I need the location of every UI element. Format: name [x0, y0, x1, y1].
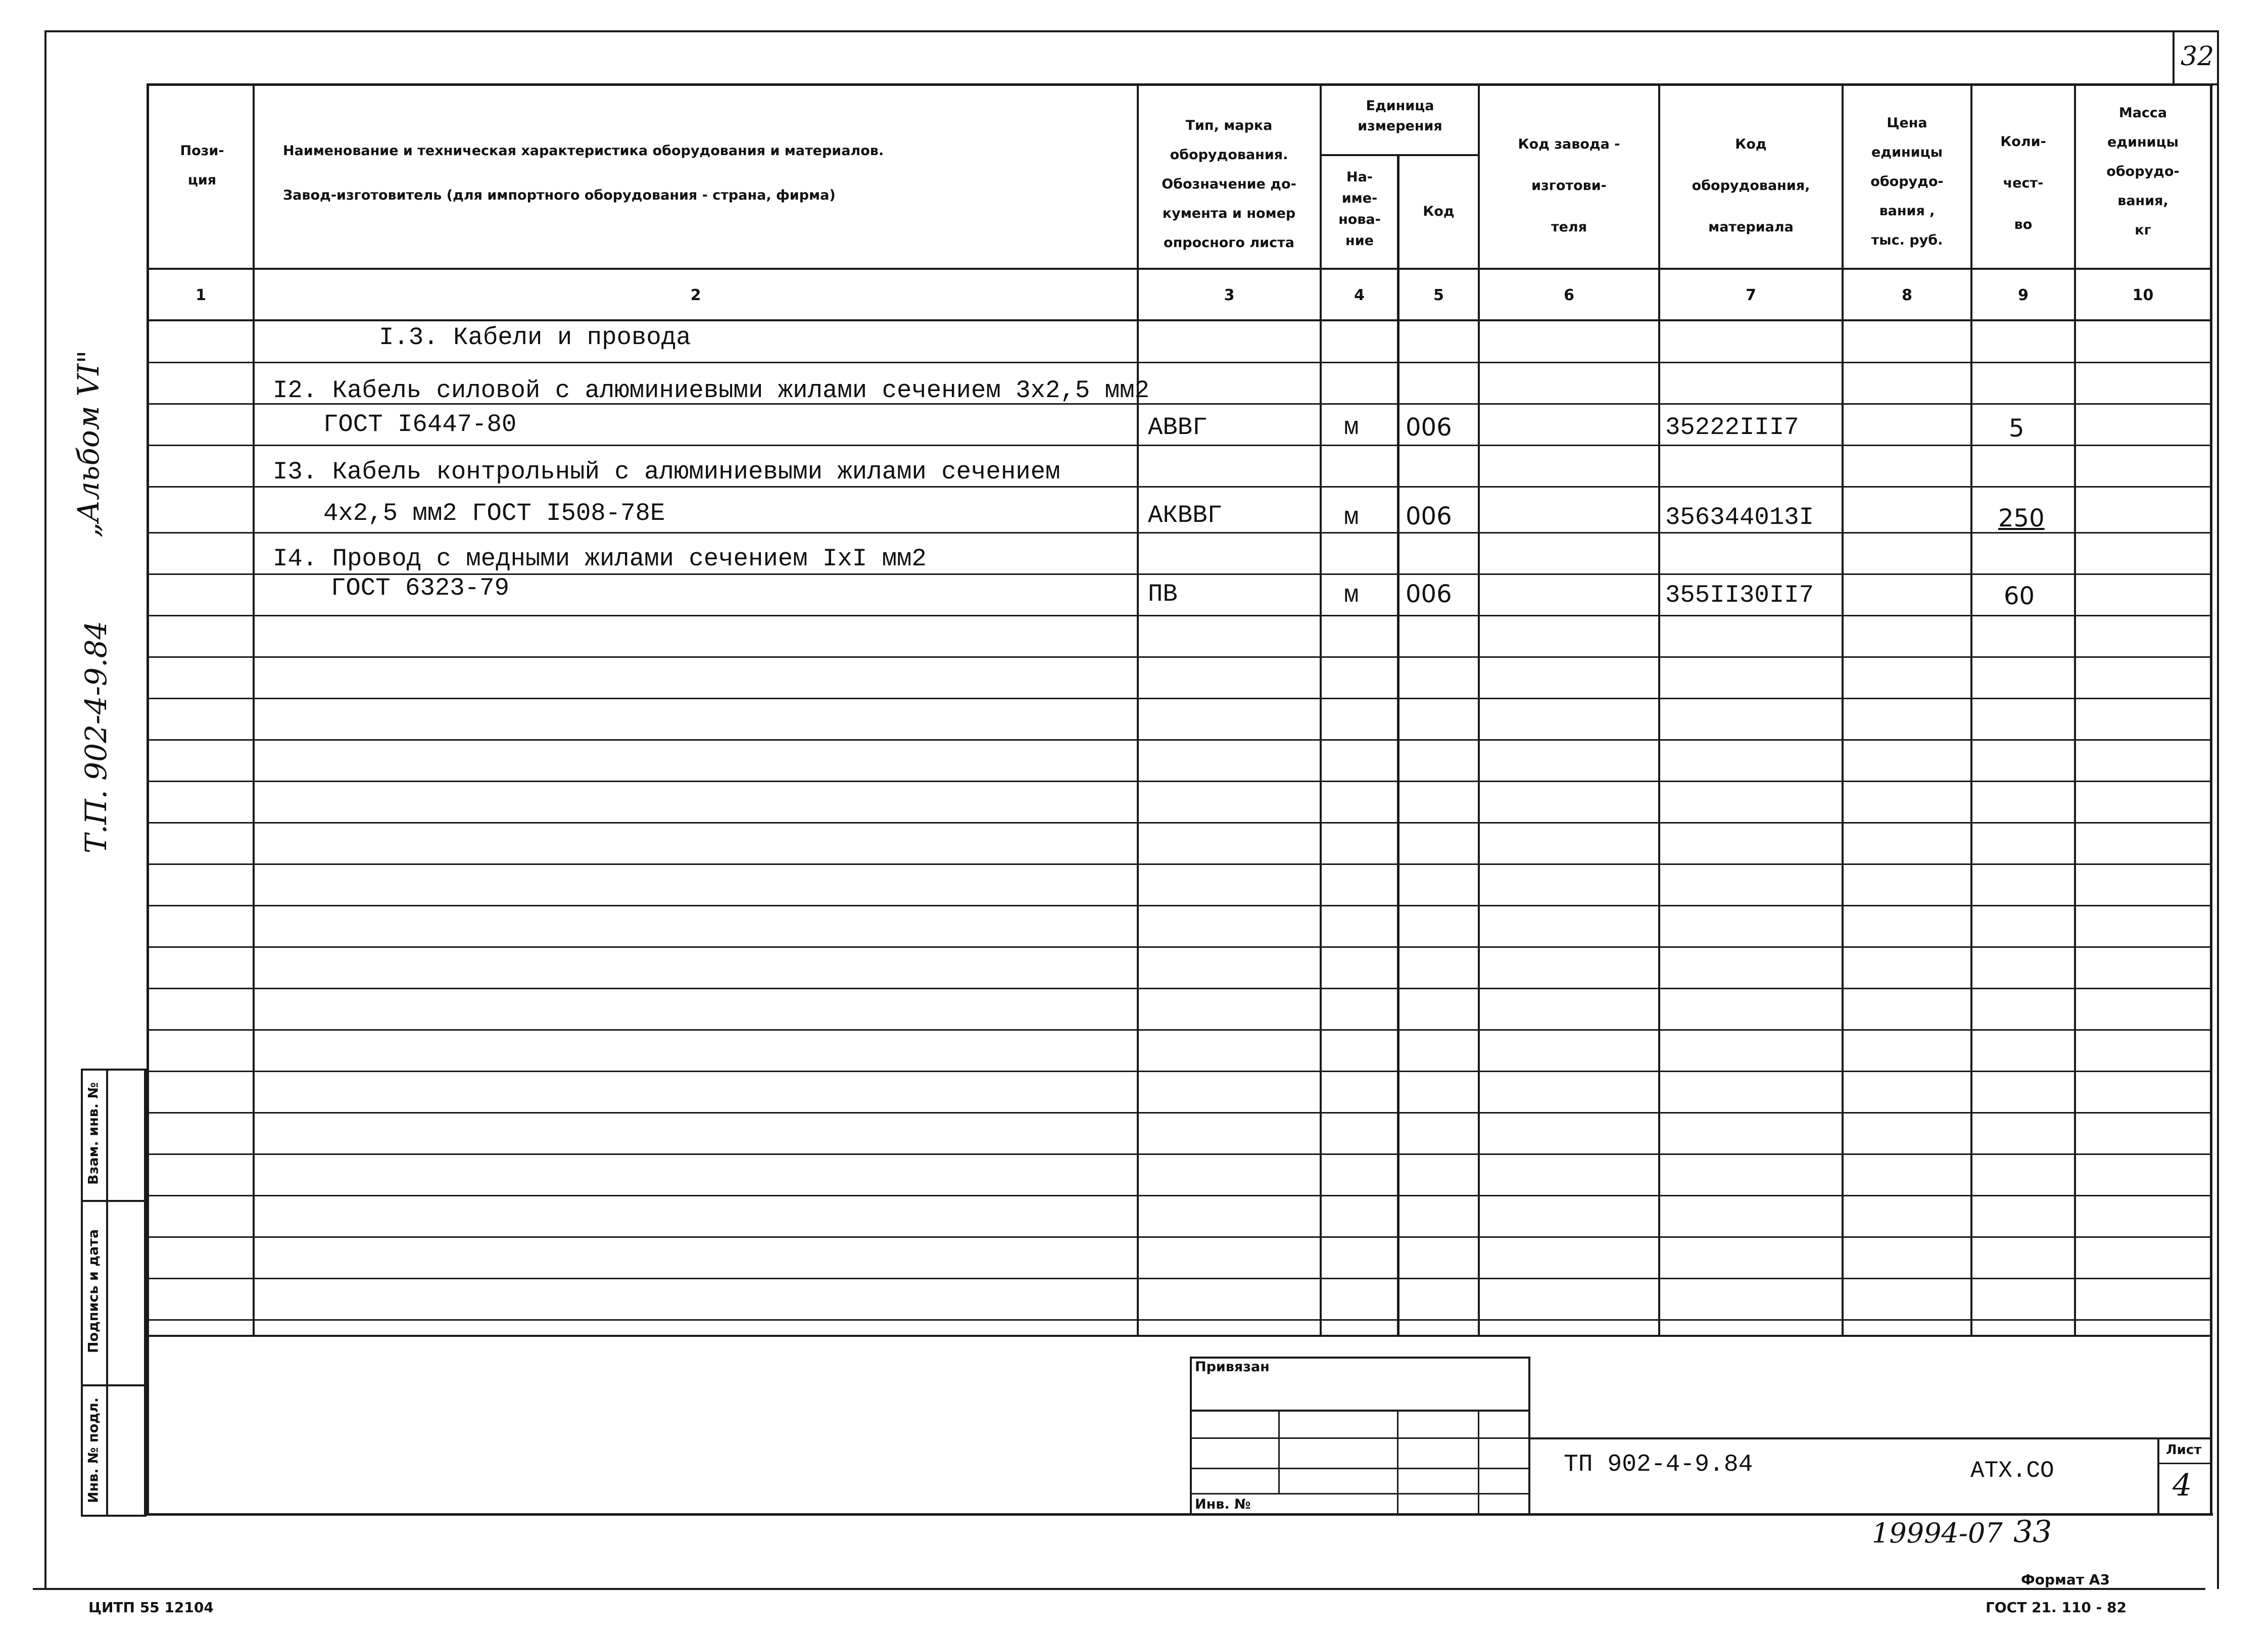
- item-14-unit-code: 006: [1406, 580, 1452, 608]
- stamp-inv-no: Инв. №: [1195, 1497, 1251, 1512]
- stamp-project-code: ТП 902-4-9.84: [1564, 1451, 1753, 1478]
- col-number-8: 8: [1902, 286, 1912, 304]
- header-mass: Масса единицы оборудо- вания, кг: [2106, 105, 2180, 238]
- album-label: „Альбом VI": [71, 350, 106, 538]
- item-13-name: I3. Кабель контрольный с алюминиевыми жилами сечением: [273, 458, 1060, 486]
- item-12-unit-code: 006: [1406, 413, 1452, 442]
- stamp-vzam-inv: Взам. инв. №: [85, 1082, 102, 1185]
- header-unit: Единица измерения: [1358, 98, 1442, 134]
- archive-number: 19994-07: [1872, 1517, 2003, 1549]
- col-number-6: 6: [1564, 286, 1574, 304]
- header-material-code: Код оборудования, материала: [1692, 136, 1810, 235]
- col-number-1: 1: [196, 286, 206, 304]
- header-unit-code: Код: [1423, 204, 1455, 219]
- col-number-9: 9: [2018, 286, 2029, 304]
- table-top-border: [147, 83, 2213, 86]
- item-12-unit: м: [1344, 413, 1359, 442]
- item-12-quantity: 5: [2009, 414, 2024, 443]
- col-numbers-bottom-line: [147, 319, 2212, 321]
- table-body-bottom: [147, 1335, 2212, 1337]
- item-13-type: АКВВГ: [1148, 501, 1223, 529]
- archive-page: 33: [2013, 1514, 2052, 1550]
- header-bottom-line: [147, 268, 2212, 270]
- col-number-3: 3: [1224, 286, 1235, 304]
- col-number-10: 10: [2132, 286, 2154, 304]
- item-14-quantity: 60: [2004, 582, 2035, 610]
- col-number-7: 7: [1746, 286, 1756, 304]
- item-13-unit-code: 006: [1406, 502, 1452, 530]
- item-13-gost: 4х2,5 мм2 ГОСТ I508-78Е: [323, 499, 665, 527]
- header-position: Пози- ция: [180, 143, 224, 188]
- table-right-border: [2210, 83, 2212, 1516]
- item-13-quantity: 250: [1998, 504, 2045, 533]
- item-13-unit: м: [1344, 503, 1359, 532]
- outer-frame-top: [44, 30, 2218, 32]
- item-14-material-code: 355II30II7: [1665, 581, 1814, 609]
- item-14-gost: ГОСТ 6323-79: [331, 574, 509, 602]
- outer-frame-left: [44, 30, 46, 1589]
- item-12-material-code: 35222III7: [1665, 413, 1799, 442]
- item-14-type: ПВ: [1148, 580, 1178, 608]
- table-bottom-border: [144, 1513, 2213, 1516]
- col-number-4: 4: [1354, 286, 1365, 304]
- sheet-number-top: 32: [2181, 41, 2214, 72]
- gost-label: ГОСТ 21. 110 - 82: [1986, 1599, 2127, 1616]
- project-label: Т.П. 902-4-9.84: [79, 620, 113, 854]
- format-label: Формат А3: [2021, 1571, 2110, 1588]
- header-name: Наименование и техническая характеристика оборудования и материалов. Завод-изготовитель (для импортного оборудования - страна, фирма): [283, 143, 884, 203]
- header-unit-name: На- име- нова- ние: [1338, 169, 1381, 249]
- header-price: Цена единицы оборудо- вания , тыс. руб.: [1870, 115, 1944, 248]
- item-13-material-code: 356344013I: [1665, 503, 1814, 532]
- header-factory-code: Код завода - изготови- теля: [1518, 136, 1620, 235]
- printer-label: ЦИТП 55 12104: [88, 1599, 214, 1616]
- item-12-gost: ГОСТ I6447-80: [323, 410, 517, 439]
- header-type: Тип, марка оборудования. Обозначение до- кумента и номер опросного листа: [1162, 118, 1296, 251]
- stamp-podpis-data: Подпись и дата: [85, 1229, 102, 1354]
- sheet-number: 4: [2173, 1468, 2192, 1503]
- sheet-label: Лист: [2166, 1442, 2202, 1458]
- col-number-5: 5: [1433, 286, 1444, 304]
- item-12-type: АВВГ: [1148, 413, 1208, 442]
- section-title: I.3. Кабели и провода: [379, 323, 691, 352]
- item-14-name: I4. Провод с медными жилами сечением IхI мм2: [273, 545, 927, 573]
- col-number-2: 2: [690, 286, 701, 304]
- stamp-privyazan: Привязан: [1195, 1359, 1270, 1375]
- outer-frame-right: [2217, 30, 2219, 1589]
- stamp-inv-podl: Инв. № подл.: [85, 1397, 102, 1503]
- item-12-name: I2. Кабель силовой с алюминиевыми жилами сечением 3х2,5 мм2: [273, 376, 1149, 405]
- stamp-doc-code: АТХ.СО: [1970, 1458, 2054, 1484]
- outer-frame-bottom: [33, 1588, 2205, 1590]
- header-quantity: Коли- чест- во: [2000, 134, 2046, 232]
- item-14-unit: м: [1344, 581, 1359, 609]
